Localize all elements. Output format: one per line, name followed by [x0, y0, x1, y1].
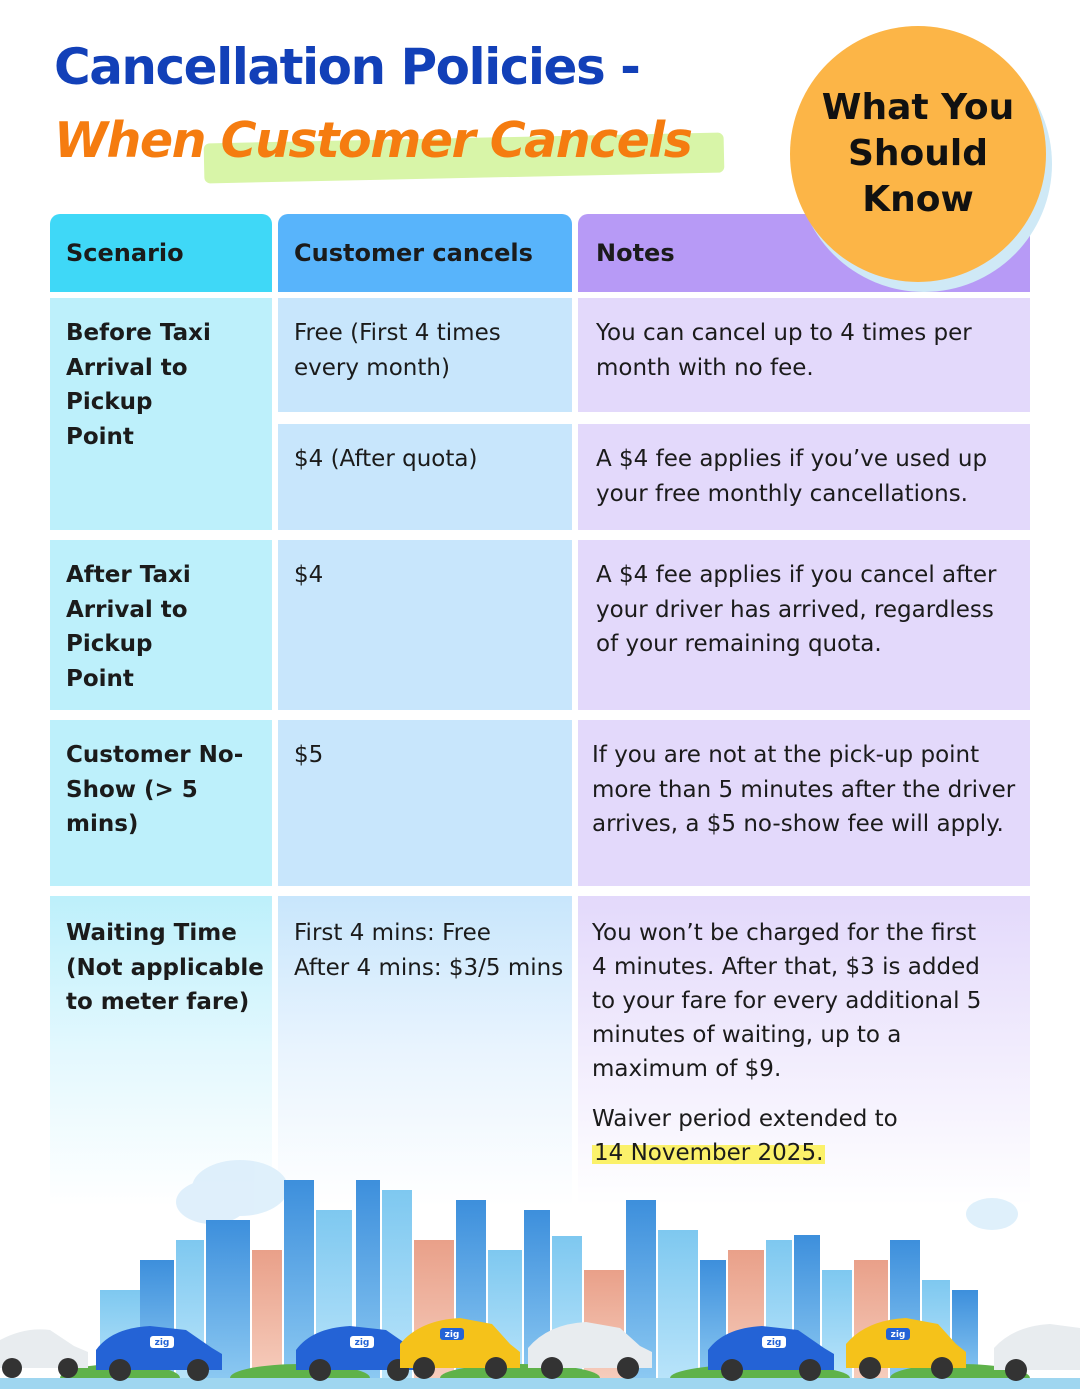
note-text: You won’t be charged for the first 4 minutes. After that, $3 is added to your fare for every additional 5 minutes of waiting, up to a maximum of $9. [592, 920, 982, 1082]
cloud-icon [966, 1198, 1018, 1230]
waiver-text: Waiver period extended to [592, 1106, 898, 1132]
page-subtitle: When Customer Cancels [54, 112, 692, 169]
page-title: Cancellation Policies - [54, 38, 640, 96]
charge-text: First 4 mins: Free [294, 920, 491, 946]
note-cell [578, 540, 1030, 710]
column-header-label: Scenario [66, 238, 184, 267]
taxi-logo: zig [890, 1330, 906, 1340]
charge-cell [278, 298, 572, 412]
scenario-text: Customer No-Show (> 5 mins) [66, 742, 244, 837]
taxi-logo: zig [154, 1338, 170, 1348]
taxi-logo: zig [444, 1330, 460, 1340]
column-header-label: Notes [596, 238, 675, 267]
note-cell [578, 720, 1030, 886]
scenario-cell [50, 540, 272, 710]
charge-cell [278, 540, 572, 710]
note-cell [578, 298, 1030, 412]
city-skyline-illustration [0, 1140, 1080, 1389]
charge-text: After 4 mins: $3/5 mins [294, 954, 564, 981]
waiver-date-highlight: 14 November 2025. [594, 1140, 824, 1166]
scenario-text: Before Taxi Arrival to Pickup Point [66, 320, 211, 450]
note-text: A $4 fee applies if you’ve used up your free monthly cancellations. [596, 446, 988, 507]
taxi-logo: zig [766, 1338, 782, 1348]
badge-text: What You Should Know [821, 87, 1015, 220]
charge-text: $4 (After quota) [294, 446, 478, 472]
charge-text: Free (First 4 times every month) [294, 320, 501, 381]
column-header-customer-cancels [278, 214, 572, 292]
column-header-scenario [50, 214, 272, 292]
charge-cell [278, 720, 572, 886]
cloud-icon [176, 1160, 288, 1224]
note-cell [578, 424, 1030, 530]
white-car-icon [994, 1324, 1080, 1381]
note-text: A $4 fee applies if you cancel after your driver has arrived, regardless of your remaining quota. [596, 562, 997, 657]
white-car-icon [0, 1329, 88, 1378]
what-you-should-know-badge [790, 26, 1046, 282]
scenario-cell [50, 720, 272, 886]
road [0, 1378, 1080, 1389]
subtitle-block [54, 112, 691, 169]
scenario-text: Waiting Time (Not applicable to meter fare) [66, 920, 264, 1015]
column-header-label: Customer cancels [294, 238, 533, 267]
charge-text: $5 [294, 742, 324, 768]
taxi-logo: zig [354, 1338, 370, 1348]
scenario-cell [50, 298, 272, 530]
note-text: If you are not at the pick-up point more than 5 minutes after the driver arrives, a $5 no-show fee will apply. [592, 742, 1016, 837]
charge-cell [278, 424, 572, 530]
scenario-text: After Taxi Arrival to Pickup Point [66, 562, 191, 692]
charge-text: $4 [294, 562, 324, 588]
note-text: You can cancel up to 4 times per month with no fee. [596, 320, 972, 381]
